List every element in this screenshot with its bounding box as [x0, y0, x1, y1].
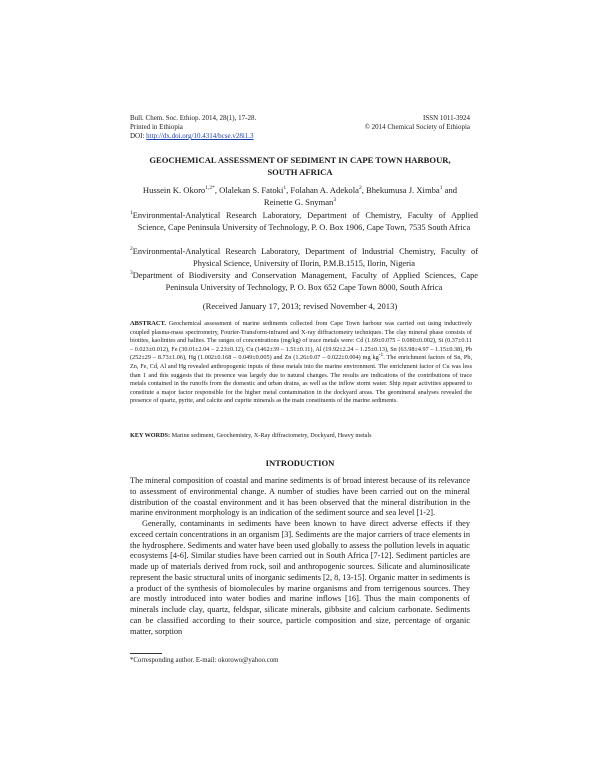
- doi-link[interactable]: http://dx.doi.org/10.4314/bcse.v28i1.3: [146, 132, 254, 140]
- author-affiliation-mark: 2: [358, 185, 362, 192]
- body-text: [130, 476, 470, 637]
- affiliation-text: Department of Biodiversity and Conservation Management, Faculty of Applied Sciences, Cape Peninsula University of Technology, P. O. Box 652 Cape Town 8000, South Africa: [132, 271, 478, 292]
- author-conjunction: and: [442, 185, 458, 195]
- abstract-label: ABSTRACT.: [130, 320, 166, 327]
- paper-title: [118, 154, 482, 178]
- author-name: Hussein K. Okoro: [142, 185, 206, 195]
- abstract-text-continued: . The enrichment factors of Sn, Pb, Zn, Fe, Cd, Al and Hg revealed anthropogenic inputs of these metals into the marine environment. The enrichment factor of Cu was less than 1 and this suggests that its presence was largely due to natural changes. The results are indications of the contributions of trace metals contained in the runoffs from the domestic and urban drains, as well as the inflow storm water. Ship repair activities appeared to constitute a major factor responsible for the higher metal contamination in the dockyard areas. The geomineral analyses revealed the presence of quartz, pyrite, and calcite and cuprite minerals as the main constituents of the marine sediments.: [130, 354, 472, 405]
- affiliation-mark: 3: [130, 270, 133, 277]
- keywords: [130, 432, 472, 441]
- author-affiliation-mark: 1: [283, 185, 287, 192]
- doi-label: DOI:: [130, 132, 145, 140]
- received-dates: (Received January 17, 2013; revised November 4, 2013): [202, 301, 398, 311]
- affiliation-1: [130, 210, 478, 233]
- author-name: , Olalekan S. Fatoki: [214, 185, 284, 195]
- author-affiliation-mark: 1: [439, 185, 443, 192]
- author-name: , Folahan A. Adekola: [286, 185, 359, 195]
- printed-in: Printed in Ethiopia: [130, 123, 183, 131]
- corresponding-author-footnote: *Corresponding author. E-mail: okorowo@yahoo.com: [130, 657, 279, 664]
- affiliation-mark: 2: [130, 246, 133, 253]
- author-name: Reinette G. Snyman: [263, 197, 334, 207]
- issn: ISSN 1011-3924: [423, 114, 470, 122]
- keywords-text: Marine sediment, Geochemistry, X-Ray diffractometry, Dockyard, Heavy metals: [171, 432, 372, 439]
- paragraph: The mineral composition of coastal and marine sediments is of broad interest because of its relevance to assessment of environmental change. A number of studies have been carried out on the mineral distribution of the coastal environment and it has been observed that the mineral distribution in the marine environment morphology is an indication of the sediment source and sea level [1-2].: [130, 476, 470, 518]
- title-line-2: SOUTH AFRICA: [267, 167, 333, 177]
- author-affiliation-mark: 1,2*: [205, 185, 215, 192]
- footnote-rule: [130, 653, 162, 654]
- author-affiliation-mark: 3: [333, 197, 337, 204]
- author-list: [130, 184, 470, 208]
- journal-line: Bull. Chem. Soc. Ethiop. 2014, 28(1), 17-28.: [130, 114, 257, 122]
- affiliation-text: Environmental-Analytical Research Laboratory, Department of Industrial Chemistry, Faculty of Physical Science, University of Ilorin, P.M.B.1515, Ilorin, Nigeria: [132, 247, 478, 268]
- abstract: [130, 320, 472, 406]
- paragraph: Generally, contaminants in sediments have been known to have direct adverse effects if they exceed certain concentrations in an organism [3]. Sediments are the major carriers of trace elements in the hydrosphere. Sediments and water have been used globally to assess the pollution levels in aquatic ecosystems [4-6]. Similar studies have been carried out in South Africa [7-12]. Sediment particles are made up of materials derived from rock, soil and anthropogenic sources. Silicate and aluminosilicate represent the basic structural units of inorganic sediments [2, 8, 13-15]. Organic matter in sediments is a product of the synthesis of biomolecules by marine organisms and from terrigenous sources. They are mostly introduced into water bodies and marine inflows [16]. Thus the main components of minerals include clay, quartz, feldspar, silicate minerals, gibbsite and calcium carbonate. Sediments can be classified according to their source, particle composition and size, percentage of organic matter, sorption: [130, 519, 470, 636]
- affiliation-3: [130, 270, 478, 293]
- title-line-1: GEOCHEMICAL ASSESSMENT OF SEDIMENT IN CAPE TOWN HARBOUR,: [149, 155, 451, 165]
- section-heading-introduction: INTRODUCTION: [265, 458, 335, 468]
- affiliation-2: [130, 246, 478, 269]
- copyright: © 2014 Chemical Society of Ethiopia: [364, 123, 470, 131]
- keywords-label: KEY WORDS:: [130, 432, 171, 439]
- abstract-unit-superscript: -1: [378, 352, 384, 359]
- affiliation-text: Environmental-Analytical Research Laboratory, Department of Chemistry, Faculty of Applied Science, Cape Peninsula University of Technology, P. O. Box 1906, Cape Town, 7535 South Africa: [132, 211, 478, 232]
- affiliation-mark: 1: [130, 210, 133, 217]
- author-name: , Bhekumusa J. Ximba: [361, 185, 440, 195]
- doi-line: [130, 131, 254, 141]
- abstract-text: Geochemical assessment of marine sediments collected from Cape Town harbour was carried out using inductively coupled plasma-mass spectrometry, Fourier-Transform-infrared and X-ray diffractometry techniques. The clay mineral phase consists of biotites, kaolinites and halites. The ranges of concentrations (mg/kg) of trace metals were: Cd (1.69±0.075 – 0.080±0.002), Si (0.37±0.11 – 0.023±0.012), Fe (30.01±2.04 – 2.23±0.12), Cu (1462±39 – 1.51±0.11), Al (19.92±2.24 – 1.25±0.13), Sn (63.98±4.97 – 1.15±0.38), Pb (252±29 – 8.73±1.06), Hg (1.002±0.168 – 0.049±0.005) and Zn (1.26±0.07 – 0.022±0.004) mg kg: [130, 320, 473, 362]
